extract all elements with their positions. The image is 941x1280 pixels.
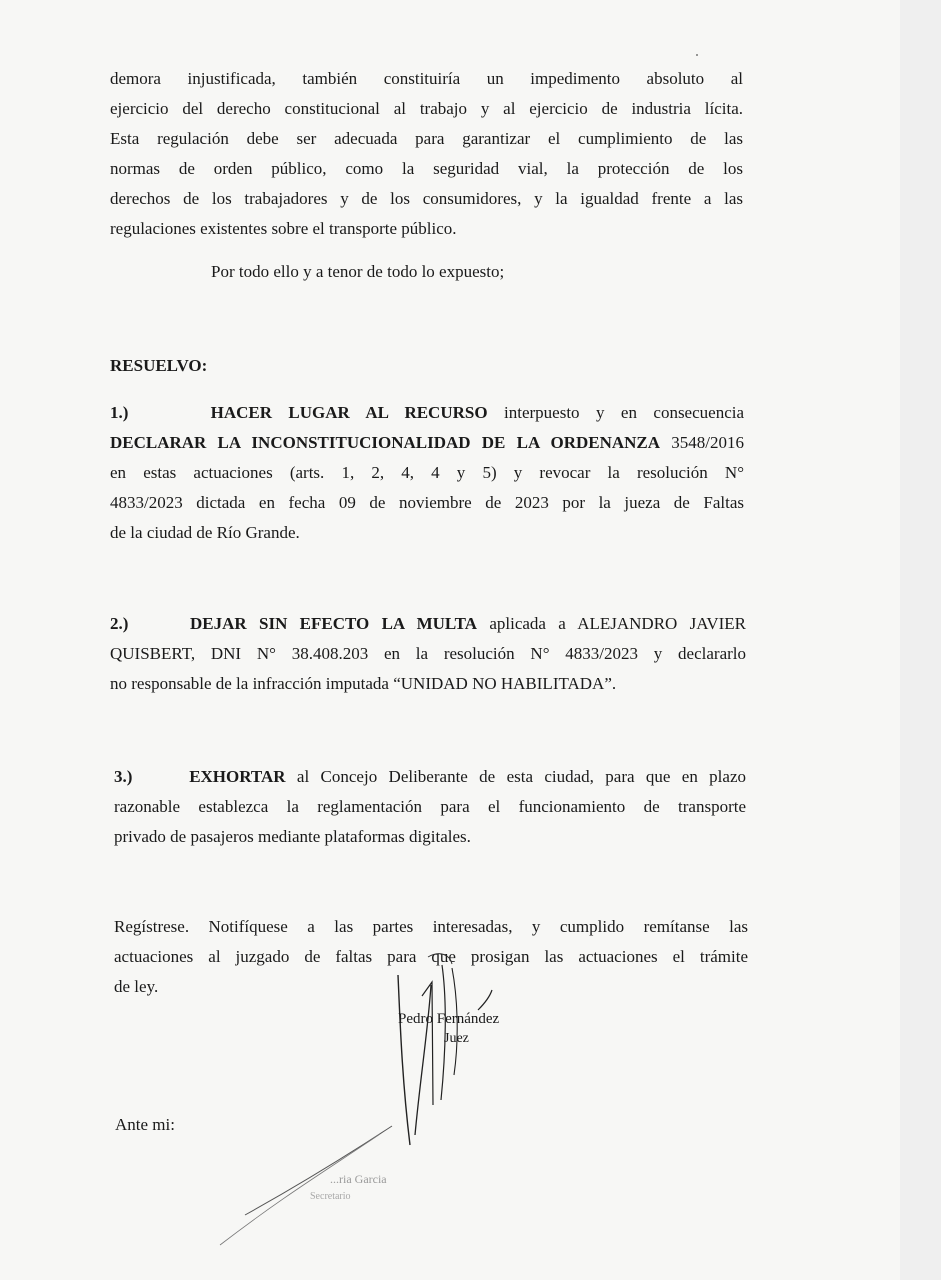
- text-line: privado de pasajeros mediante plataformas digitales.: [114, 827, 471, 846]
- text-line: demora injustificada, también constituiría un impedimento absoluto al: [110, 69, 743, 88]
- resolution-item-1: [110, 398, 744, 548]
- text-line: de ley.: [114, 977, 159, 996]
- item-first-line: [114, 762, 746, 792]
- text-line: no responsable de la infracción imputada “UNIDAD NO HABILITADA”.: [110, 674, 617, 693]
- text-line: actuaciones al juzgado de faltas para que prosigan las actuaciones el trámite: [114, 947, 748, 966]
- text-line: razonable establezca la reglamentación para el funcionamiento de transporte: [114, 797, 746, 816]
- resolution-heading: RESUELVO:: [110, 356, 208, 375]
- text-line: 4833/2023 dictada en fecha 09 de noviembre de 2023 por la jueza de Faltas: [110, 493, 744, 512]
- text-line: QUISBERT, DNI N° 38.408.203 en la resolución N° 4833/2023 y declararlo: [110, 644, 746, 663]
- ante-mi-label: Ante mi:: [115, 1115, 175, 1134]
- resolution-item-3: [114, 762, 746, 852]
- item-second-line: [110, 428, 744, 458]
- text-line: en estas actuaciones (arts. 1, 2, 4, 4 y 5) y revocar la resolución N°: [110, 463, 744, 482]
- text-line: ejercicio del derecho constitucional al trabajo y al ejercicio de industria lícita.: [110, 99, 743, 118]
- item-bold-text: DECLARAR LA INCONSTITUCIONALIDAD DE LA ORDENANZA: [110, 433, 661, 452]
- item-first-line: [110, 609, 746, 639]
- item-number: 1.): [110, 403, 129, 422]
- conclusion-line: Por todo ello y a tenor de todo lo expuesto;: [211, 262, 505, 281]
- item-text: al Concejo Deliberante de esta ciudad, para que en plazo: [285, 767, 747, 786]
- item-text: 3548/2016: [660, 433, 744, 452]
- text-line: de la ciudad de Río Grande.: [110, 523, 300, 542]
- closing-paragraph: [114, 912, 748, 1002]
- text-line: derechos de los trabajadores y de los consumidores, y la igualdad frente a las: [110, 189, 743, 208]
- text-line: Regístrese. Notifíquese a las partes interesadas, y cumplido remítanse las: [114, 917, 748, 936]
- text-line: Esta regulación debe ser adecuada para garantizar el cumplimiento de las: [110, 129, 743, 148]
- resolution-item-2: [110, 609, 746, 699]
- secretary-role: Secretario: [310, 1191, 351, 1202]
- intro-paragraph: [110, 64, 743, 244]
- item-text: aplicada a ALEJANDRO JAVIER: [477, 614, 747, 633]
- page-margin: [900, 0, 941, 1280]
- item-first-line: [110, 398, 744, 428]
- judge-role: Juez: [444, 1031, 469, 1046]
- judge-name: Pedro Fernández: [398, 1011, 500, 1027]
- item-bold-text: EXHORTAR: [189, 767, 286, 786]
- item-bold-text: DEJAR SIN EFECTO LA MULTA: [190, 614, 478, 633]
- text-line: normas de orden público, como la seguridad vial, la protección de los: [110, 159, 743, 178]
- item-number: 2.): [110, 614, 129, 633]
- text-line: regulaciones existentes sobre el transporte público.: [110, 219, 457, 238]
- speck: [696, 54, 698, 56]
- secretary-name: ...ria Garcia: [330, 1172, 387, 1186]
- item-bold-text: HACER LUGAR AL RECURSO: [210, 403, 488, 422]
- item-text: interpuesto y en consecuencia: [487, 403, 745, 422]
- item-number: 3.): [114, 767, 133, 786]
